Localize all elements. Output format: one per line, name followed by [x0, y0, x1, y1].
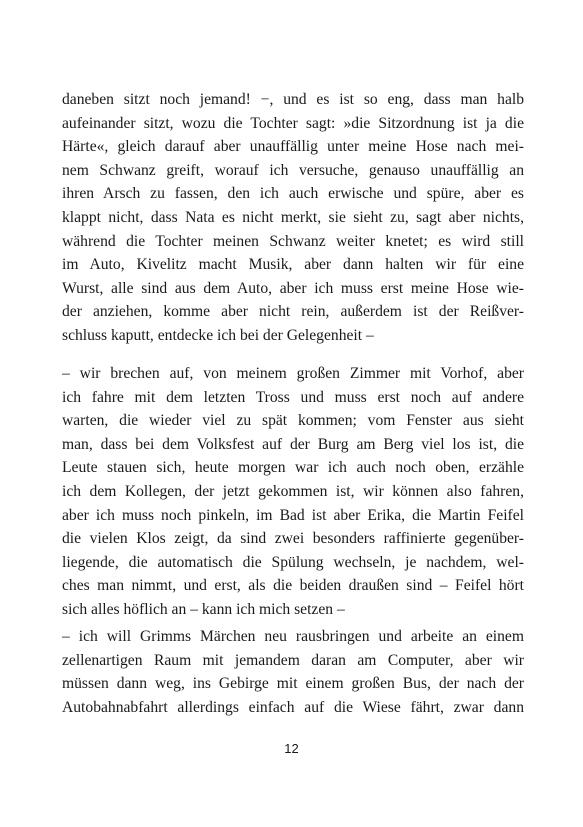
- text-line: man, dass bei dem Volksfest auf der Burg am Berg viel los ist, die: [62, 435, 524, 453]
- text-line: Wurst, alle sind aus dem Auto, aber ich muss erst meine Hose wie-: [62, 279, 524, 297]
- text-line: ich fahre mit dem letzten Tross und muss erst noch auf andere: [62, 388, 524, 406]
- paragraph-1: [62, 88, 524, 348]
- text-line: daneben sitzt noch jemand! −, und es ist so eng, dass man halb: [62, 91, 524, 108]
- page-number: 12: [284, 741, 299, 756]
- text-line: Leute stauen sich, heute morgen war ich auch noch oben, erzähle: [62, 459, 524, 477]
- text-line: schluss kaputt, entdecke ich bei der Gelegenheit –: [62, 326, 374, 344]
- text-line: während die Tochter meinen Schwanz weiter knetet; es wird still: [62, 232, 524, 250]
- text-line: die vielen Klos zeigt, da sind zwei besonders raffinierte gegenüber-: [62, 530, 524, 548]
- paragraph-2: [62, 362, 524, 622]
- text-line: ich dem Kollegen, der jetzt gekommen ist, wir können also fahren,: [62, 482, 524, 500]
- paragraph-3: [62, 625, 524, 719]
- text-line: der anziehen, komme aber nicht rein, außerdem ist der Reißver-: [62, 303, 524, 321]
- text-line: Autobahnabfahrt allerdings einfach auf die Wiese fährt, zwar dann: [62, 698, 524, 716]
- text-line: im Auto, Kivelitz macht Musik, aber dann halten wir für eine: [62, 256, 524, 274]
- text-line: – wir brechen auf, von meinem großen Zimmer mit Vorhof, aber: [62, 365, 524, 382]
- text-line: aufeinander sitzt, wozu die Tochter sagt: »die Sitzordnung ist ja die: [62, 114, 524, 132]
- text-line: – ich will Grimms Märchen neu rausbringen und arbeite an einem: [62, 628, 524, 645]
- text-line: nem Schwanz greift, worauf ich versuche, genauso unauffällig an: [62, 161, 524, 179]
- text-line: warten, die wieder viel zu spät kommen; vom Fenster aus sieht: [62, 412, 524, 430]
- text-line: müssen dann weg, ins Gebirge mit einem großen Bus, der nach der: [62, 675, 524, 693]
- text-line: zellenartigen Raum mit jemandem daran am Computer, aber wir: [62, 651, 524, 669]
- text-line: ches man nimmt, und erst, als die beiden draußen sind – Feifel hört: [62, 577, 524, 595]
- text-line: sich alles höflich an – kann ich mich setzen –: [62, 600, 345, 618]
- text-line: liegende, die automatisch die Spülung wechseln, je nachdem, wel-: [62, 553, 524, 571]
- text-line: Härte«, gleich darauf aber unauffällig unter meine Hose nach mei-: [62, 138, 524, 156]
- text-line: aber ich muss noch pinkeln, im Bad ist aber Erika, die Martin Feifel: [62, 506, 524, 524]
- text-line: klappt nicht, dass Nata es nicht merkt, sie sieht zu, sagt aber nichts,: [62, 208, 524, 226]
- text-line: ihren Arsch zu fassen, den ich auch erwische und spüre, aber es: [62, 185, 524, 203]
